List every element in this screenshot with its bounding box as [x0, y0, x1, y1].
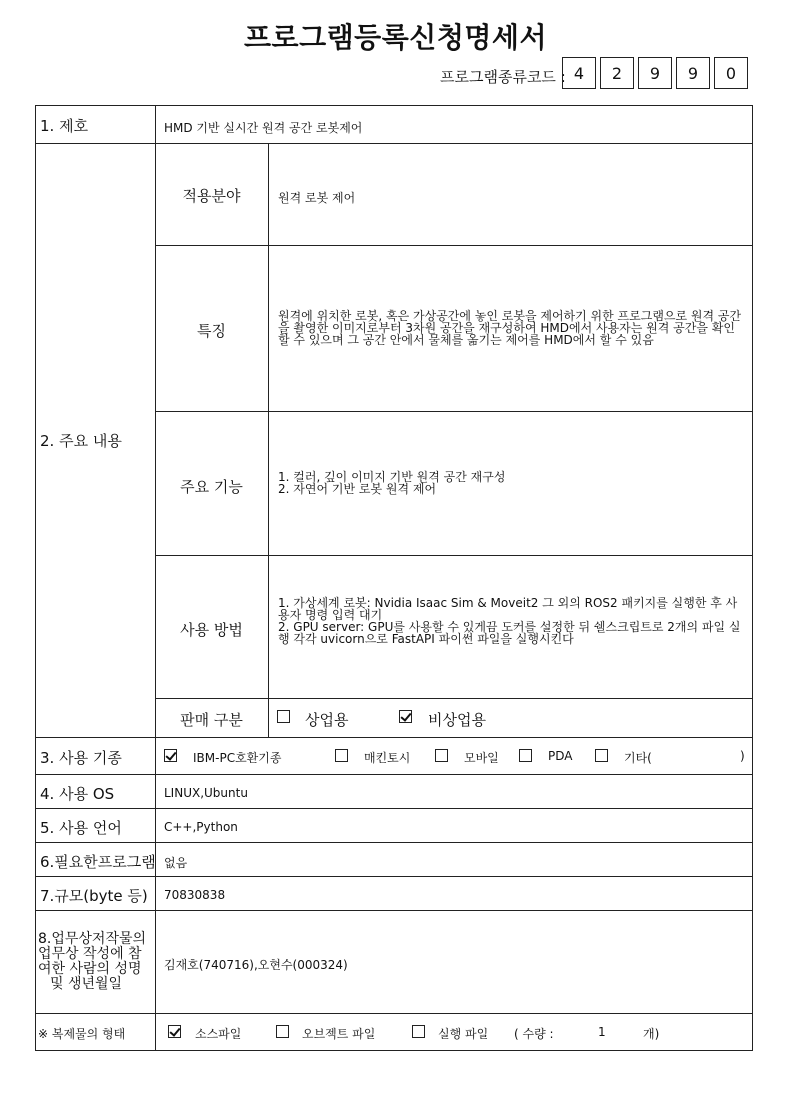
row-divider	[155, 698, 753, 699]
row-divider	[35, 842, 753, 843]
platform-other-checkbox[interactable]	[595, 749, 608, 762]
title-value: HMD 기반 실시간 원격 공간 로봇제어	[164, 121, 363, 135]
usage-line: 1. 가상세계 로봇: Nvidia Isaac Sim & Moveit2 그 외의 ROS2 패키지를 실행한 후 사용자 명령 입력 대기	[278, 596, 738, 622]
copy-source-label: 소스파일	[195, 1027, 242, 1041]
authors-label-line: 여한 사람의 성명	[38, 961, 142, 977]
program-code-digit: 9	[638, 57, 672, 89]
copy-object-checkbox[interactable]	[276, 1025, 289, 1038]
feature-value: 원격에 위치한 로봇, 혹은 가상공간에 놓인 로봇을 제어하기 위한 프로그램으로 원격 공간을 촬영한 이미지로부터 3차원 공간을 재구성하여 HMD에서 사용자는 원격 공간을 확인할 수 있으며 그 공간 안에서 물체를 옮기는 제어를 HMD에서 할 수 있음	[278, 309, 742, 347]
copy-form-label: ※ 복제물의 형태	[38, 1027, 126, 1041]
copy-source-checkbox[interactable]	[168, 1025, 181, 1038]
program-code-digit: 4	[562, 57, 596, 89]
platform-other-label: 기타(	[624, 751, 652, 765]
page-title: 프로그램등록신청명세서	[243, 21, 548, 54]
sales-noncommercial-label: 비상업용	[428, 711, 486, 729]
row-divider	[35, 808, 753, 809]
usage-value	[278, 597, 748, 645]
column-divider	[268, 143, 269, 737]
platform-ibm-checkbox[interactable]	[164, 749, 177, 762]
copy-quantity-unit: 개)	[643, 1027, 660, 1041]
size-label: 7.규모(byte 등)	[40, 887, 148, 905]
os-value: LINUX,Ubuntu	[164, 786, 248, 800]
authors-label-line: 및 생년월일	[50, 976, 123, 992]
functions-line: 1. 컬러, 깊이 이미지 기반 원격 공간 재구성	[278, 470, 506, 484]
usage-line: 2. GPU server: GPU를 사용할 수 있게끔 도커를 설정한 뒤 쉘스크립트로 2개의 파일 실행 각각 uvicorn으로 FastAPI 파이썬 파일을 실행시킨다	[278, 620, 741, 646]
row-divider	[35, 143, 753, 144]
program-code-digit: 0	[714, 57, 748, 89]
row-divider	[35, 737, 753, 738]
required-program-value: 없음	[164, 856, 188, 870]
language-label: 5. 사용 언어	[40, 819, 122, 837]
copy-quantity-label: ( 수량 :	[514, 1027, 554, 1041]
field-label: 적용분야	[182, 187, 241, 205]
authors-value: 김재호(740716),오현수(000324)	[164, 958, 348, 972]
platform-mobile-label: 모바일	[464, 751, 499, 765]
platform-pda-checkbox[interactable]	[519, 749, 532, 762]
functions-label: 주요 기능	[180, 478, 243, 496]
row-divider	[35, 774, 753, 775]
platform-other-close: )	[740, 749, 745, 763]
row-divider	[155, 411, 753, 412]
authors-label-line: 업무상 작성에 참	[38, 946, 142, 962]
required-program-label: 6.필요한프로그램	[40, 853, 156, 871]
sales-noncommercial-checkbox[interactable]	[399, 710, 412, 723]
platform-ibm-label: IBM-PC호환기종	[193, 751, 282, 765]
copy-executable-checkbox[interactable]	[412, 1025, 425, 1038]
os-label: 4. 사용 OS	[40, 785, 115, 803]
platform-label: 3. 사용 기종	[40, 749, 122, 767]
row-divider	[35, 876, 753, 877]
row-divider	[35, 910, 753, 911]
authors-label	[38, 932, 154, 992]
sales-commercial-checkbox[interactable]	[277, 710, 290, 723]
row-divider	[155, 555, 753, 556]
copy-object-label: 오브젝트 파일	[302, 1027, 376, 1041]
copy-quantity-value: 1	[598, 1025, 606, 1039]
title-label: 1. 제호	[40, 117, 89, 135]
size-value: 70830838	[164, 888, 226, 902]
row-divider	[155, 245, 753, 246]
main-content-label: 2. 주요 내용	[40, 432, 122, 450]
row-divider	[35, 1013, 753, 1014]
language-value: C++,Python	[164, 820, 238, 834]
usage-label: 사용 방법	[180, 621, 243, 639]
feature-label: 특징	[197, 322, 226, 340]
sales-label: 판매 구분	[180, 711, 243, 729]
program-code-label: 프로그램종류코드 :	[440, 68, 566, 86]
platform-mac-checkbox[interactable]	[335, 749, 348, 762]
functions-value	[278, 471, 746, 495]
functions-line: 2. 자연어 기반 로봇 원격 제어	[278, 482, 437, 496]
sales-commercial-label: 상업용	[305, 711, 349, 729]
platform-mobile-checkbox[interactable]	[435, 749, 448, 762]
program-code-digit: 2	[600, 57, 634, 89]
platform-pda-label: PDA	[548, 749, 573, 763]
program-code-digit: 9	[676, 57, 710, 89]
copy-executable-label: 실행 파일	[438, 1027, 489, 1041]
field-value: 원격 로봇 제어	[278, 191, 356, 205]
authors-label-line: 8.업무상저작물의	[38, 931, 147, 947]
platform-mac-label: 매킨토시	[364, 751, 411, 765]
